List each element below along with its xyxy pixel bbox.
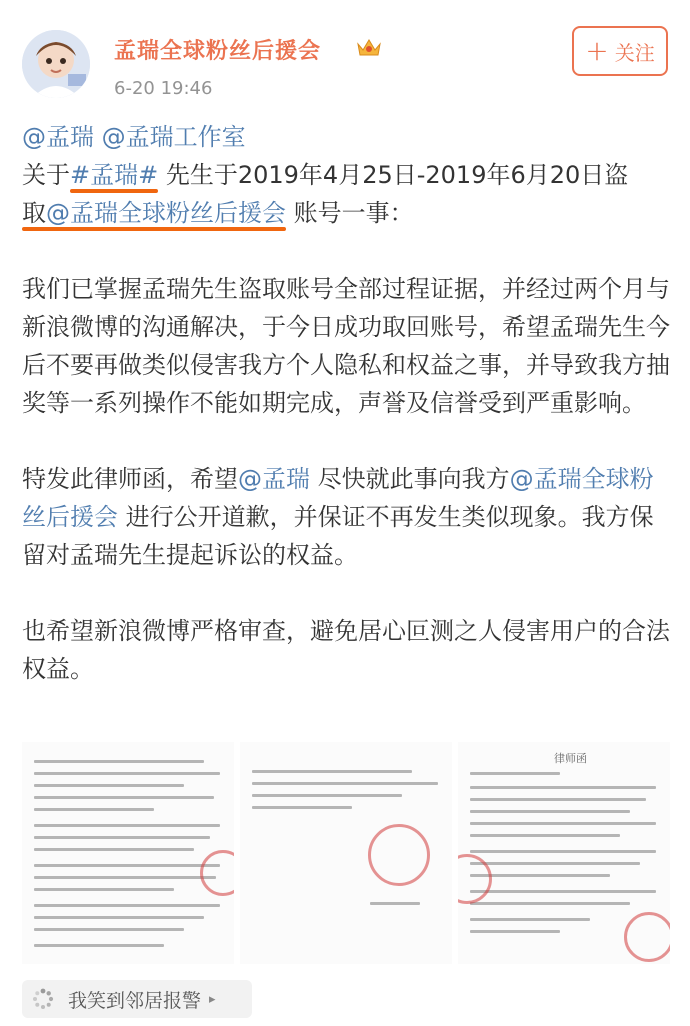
highlight-underline xyxy=(22,227,286,231)
document-image[interactable] xyxy=(22,742,234,964)
document-image[interactable] xyxy=(240,742,452,964)
document-title: 律师函 xyxy=(554,752,587,765)
author-name[interactable]: 孟瑞全球粉丝后援会 xyxy=(114,39,322,64)
paragraph-4: 也希望新浪微博严格审查，避免居心叵测之人侵害用户的合法权益。 xyxy=(22,617,670,683)
mention-link[interactable]: @孟瑞工作室 xyxy=(101,123,246,151)
follow-button[interactable] xyxy=(572,26,668,76)
post-header xyxy=(0,0,690,110)
mention-link[interactable]: @孟瑞 xyxy=(238,465,310,493)
follow-label: 关注 xyxy=(614,40,655,65)
bottom-tag-button[interactable] xyxy=(22,980,252,1018)
mention-link[interactable]: @孟瑞全球粉丝后援会 xyxy=(22,465,654,531)
avatar[interactable] xyxy=(22,30,90,98)
mention-link[interactable]: @孟瑞全球粉丝后援会 xyxy=(46,199,286,227)
mention-link[interactable]: @孟瑞 xyxy=(22,123,94,151)
paragraph-3: 特发此律师函，希望@孟瑞 尽快就此事向我方@孟瑞全球粉丝后援会 进行公开道歉，并保证不再发生类似现象。我方保留对孟瑞先生提起诉讼的权益。 xyxy=(22,465,654,569)
highlight-span: 取@孟瑞全球粉丝后援会 xyxy=(22,199,286,227)
image-grid xyxy=(22,742,670,964)
post-body xyxy=(22,118,670,688)
paragraph-2: 我们已掌握孟瑞先生盗取账号全部过程证据，并经过两个月与新浪微博的沟通解决，于今日成功取回账号，希望孟瑞先生今后不要再做类似侵害我方个人隐私和权益之事，并导致我方抽奖等一系列操作不能如期完成，声誉及信誉受到严重影响。 xyxy=(22,275,670,417)
plus-icon: + xyxy=(585,34,609,67)
post-time: 6-20 19:46 xyxy=(114,78,213,99)
document-image[interactable] xyxy=(458,742,670,964)
hashtag-link[interactable]: #孟瑞# xyxy=(70,161,158,189)
highlight-underline xyxy=(70,189,158,193)
crown-badge-icon xyxy=(356,36,382,58)
bottom-tag-label: 我笑到邻居报警 xyxy=(68,989,202,1012)
paragraph-1: 关于#孟瑞# 先生于2019年4月25日-2019年6月20日盗 取@孟瑞全球粉丝后援会 账号一事： xyxy=(22,156,670,232)
spinner-icon xyxy=(32,988,54,1010)
mention-line xyxy=(22,118,670,156)
arrow-right-icon: ▸ xyxy=(209,991,216,1007)
